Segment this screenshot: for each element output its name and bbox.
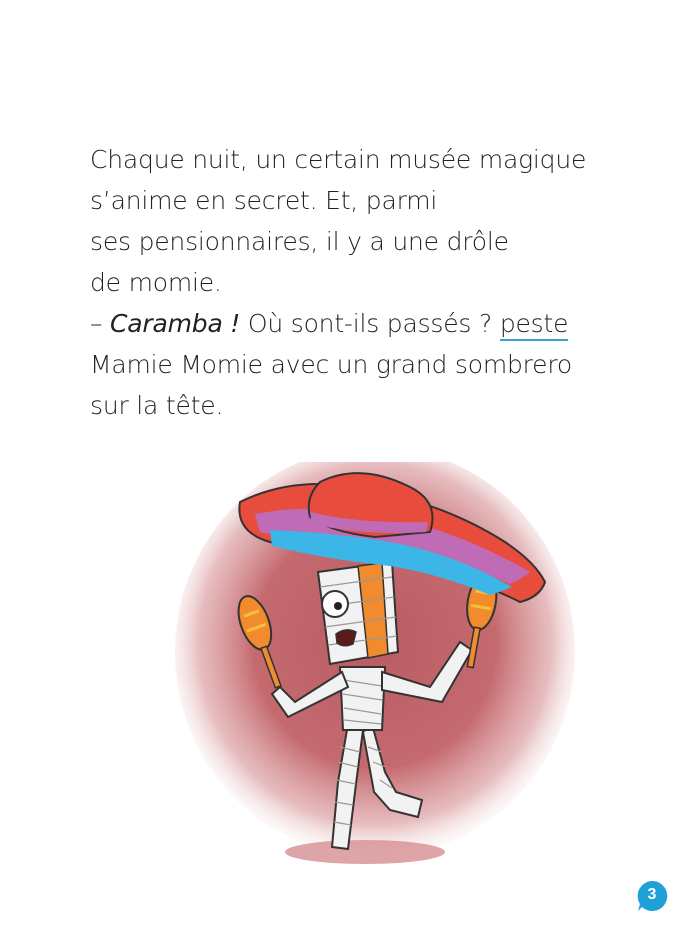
mummy-illustration bbox=[160, 462, 580, 872]
mummy-torso bbox=[340, 667, 385, 730]
story-line: Mamie Momie avec un grand sombrero bbox=[90, 350, 572, 379]
dialogue-dash: – bbox=[90, 309, 111, 338]
dialogue-question: Où sont-ils passés ? bbox=[240, 309, 500, 338]
vocab-link-peste[interactable]: peste bbox=[500, 309, 568, 341]
story-line: ses pensionnaires, il y a une drôle bbox=[90, 227, 509, 256]
dialogue-exclamation: Caramba ! bbox=[110, 309, 241, 338]
page-number: 3 bbox=[647, 886, 657, 903]
story-text bbox=[90, 139, 650, 426]
mummy-with-sombrero-icon bbox=[160, 462, 580, 872]
story-line: s’anime en secret. Et, parmi bbox=[90, 186, 438, 215]
story-line: Chaque nuit, un certain musée magique bbox=[90, 145, 587, 174]
mouth-icon bbox=[336, 630, 356, 646]
dialogue-line bbox=[90, 303, 650, 344]
ground-shadow bbox=[285, 840, 445, 864]
story-line: de momie. bbox=[90, 268, 222, 297]
mummy-head bbox=[318, 562, 398, 664]
story-line: sur la tête. bbox=[90, 391, 224, 420]
page-number-badge bbox=[636, 880, 668, 912]
